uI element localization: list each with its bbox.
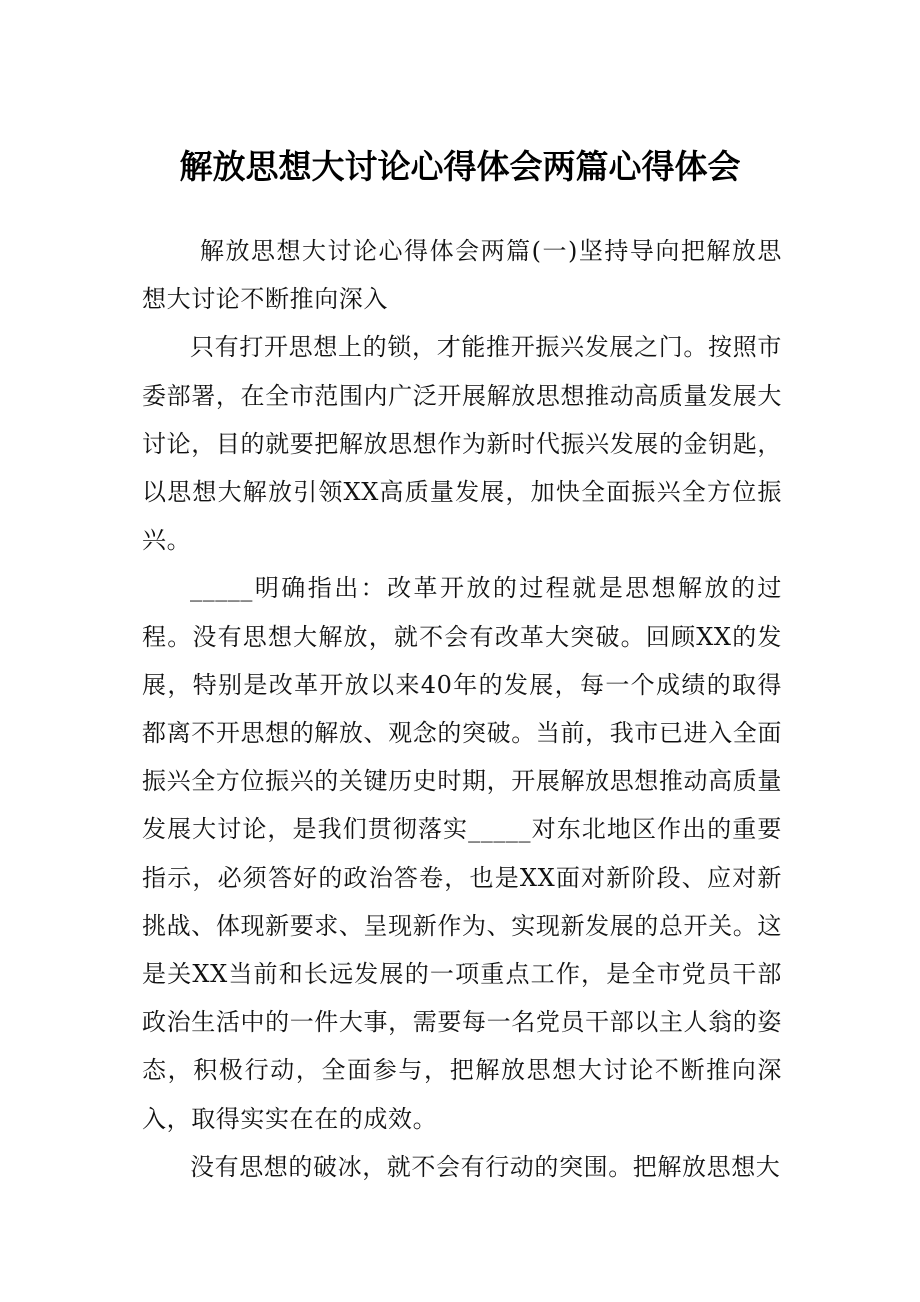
document-title: 解放思想大讨论心得体会两篇心得体会 [179, 147, 741, 186]
body-paragraph: 只有打开思想上的锁，才能推开振兴发展之门。按照市委部署，在全市范围内广泛开展解放思想推动高质量发展大讨论，目的就要把解放思想作为新时代振兴发展的金钥匙，以思想大解放引领XX高质量发展，加快全面振兴全方位振兴。 [142, 333, 782, 555]
body-paragraph: 没有思想的破冰，就不会有行动的突围。把解放思想大 [190, 1152, 781, 1181]
body-paragraph: _____明确指出：改革开放的过程就是思想解放的过程。没有思想大解放，就不会有改革大突破。回顾XX的发展，特别是改革开放以来40年的发展，每一个成绩的取得都离不开思想的解放、观念的突破。当前，我市已进入全面振兴全方位振兴的关键历史时期，开展解放思想推动高质量发展大讨论，是我们贯彻落实_____对东北地区作出的重要指示，必须答好的政治答卷，也是XX面对新阶段、应对新挑战、体现新要求、呈现新作为、实现新发展的总开关。这是关XX当前和长远发展的一项重点工作，是全市党员干部政治生活中的一件大事，需要每一名党员干部以主人翁的姿态，积极行动，全面参与，把解放思想大讨论不断推向深入，取得实实在在的成效。 [142, 574, 782, 1133]
section-heading-paragraph: 解放思想大讨论心得体会两篇(一)坚持导向把解放思想大讨论不断推向深入 [142, 237, 782, 314]
document-body [142, 227, 782, 1191]
